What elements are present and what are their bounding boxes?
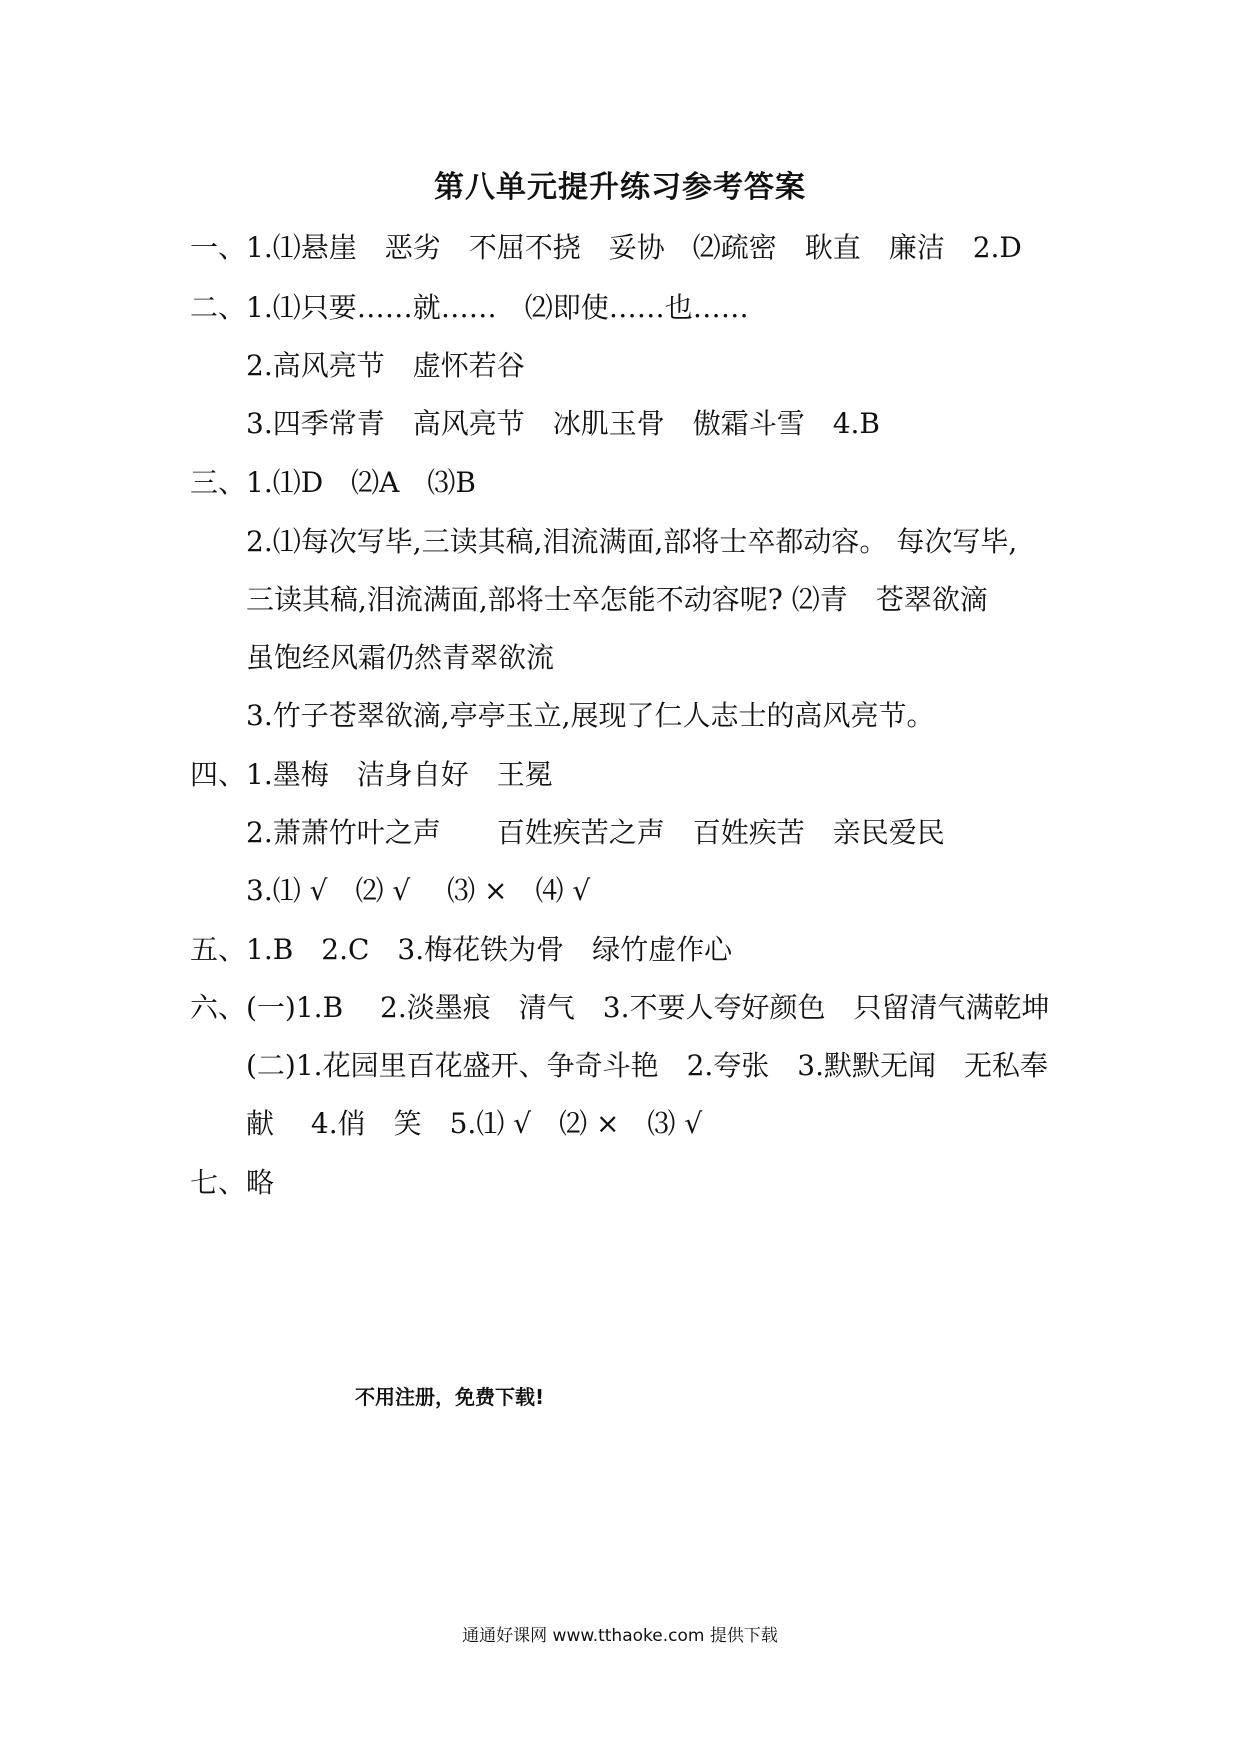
answer-line-6: 2.⑴每次写毕,三读其稿,泪流满面,部将士卒都动容。 每次写毕,	[246, 525, 1018, 558]
footer-text: 通通好课网 www.tthaoke.com 提供下载	[462, 1626, 778, 1646]
answer-line-17: 七、略	[190, 1166, 275, 1199]
answer-line-13: 五、1.B 2.C 3.梅花铁为骨 绿竹虚作心	[190, 933, 733, 966]
answer-line-12: 3.⑴ √ ⑵ √ ⑶ × ⑷ √	[246, 874, 591, 907]
answer-line-10: 四、1.墨梅 洁身自好 王冕	[190, 758, 553, 791]
answer-line-9: 3.竹子苍翠欲滴,亭亭玉立,展现了仁人志士的高风亮节。	[246, 699, 935, 732]
answer-line-1: 一、1.⑴悬崖 恶劣 不屈不挠 妥协 ⑵疏密 耿直 廉洁 2.D	[190, 231, 1022, 264]
answer-line-15: (二)1.花园里百花盛开、争奇斗艳 2.夸张 3.默默无闻 无私奉	[246, 1049, 1048, 1082]
answer-line-5: 三、1.⑴D ⑵A ⑶B	[190, 466, 476, 499]
answer-line-4: 3.四季常青 高风亮节 冰肌玉骨 傲霜斗雪 4.B	[246, 407, 881, 440]
answer-line-3: 2.高风亮节 虚怀若谷	[246, 349, 525, 382]
page-title: 第八单元提升练习参考答案	[434, 170, 806, 205]
answer-line-11: 2.萧萧竹叶之声 百姓疾苦之声 百姓疾苦 亲民爱民	[246, 816, 945, 849]
answer-line-16: 献 4.俏 笑 5.⑴ √ ⑵ × ⑶ √	[246, 1107, 703, 1140]
download-note: 不用注册，免费下载!	[355, 1385, 545, 1409]
answer-line-8: 虽饱经风霜仍然青翠欲流	[246, 641, 555, 674]
answer-line-7: 三读其稿,泪流满面,部将士卒怎能不动容呢? ⑵青 苍翠欲滴	[246, 583, 988, 616]
answer-line-2: 二、1.⑴只要……就…… ⑵即使……也……	[190, 291, 749, 324]
answer-line-14: 六、(一)1.B 2.淡墨痕 清气 3.不要人夸好颜色 只留清气满乾坤	[190, 991, 1050, 1024]
